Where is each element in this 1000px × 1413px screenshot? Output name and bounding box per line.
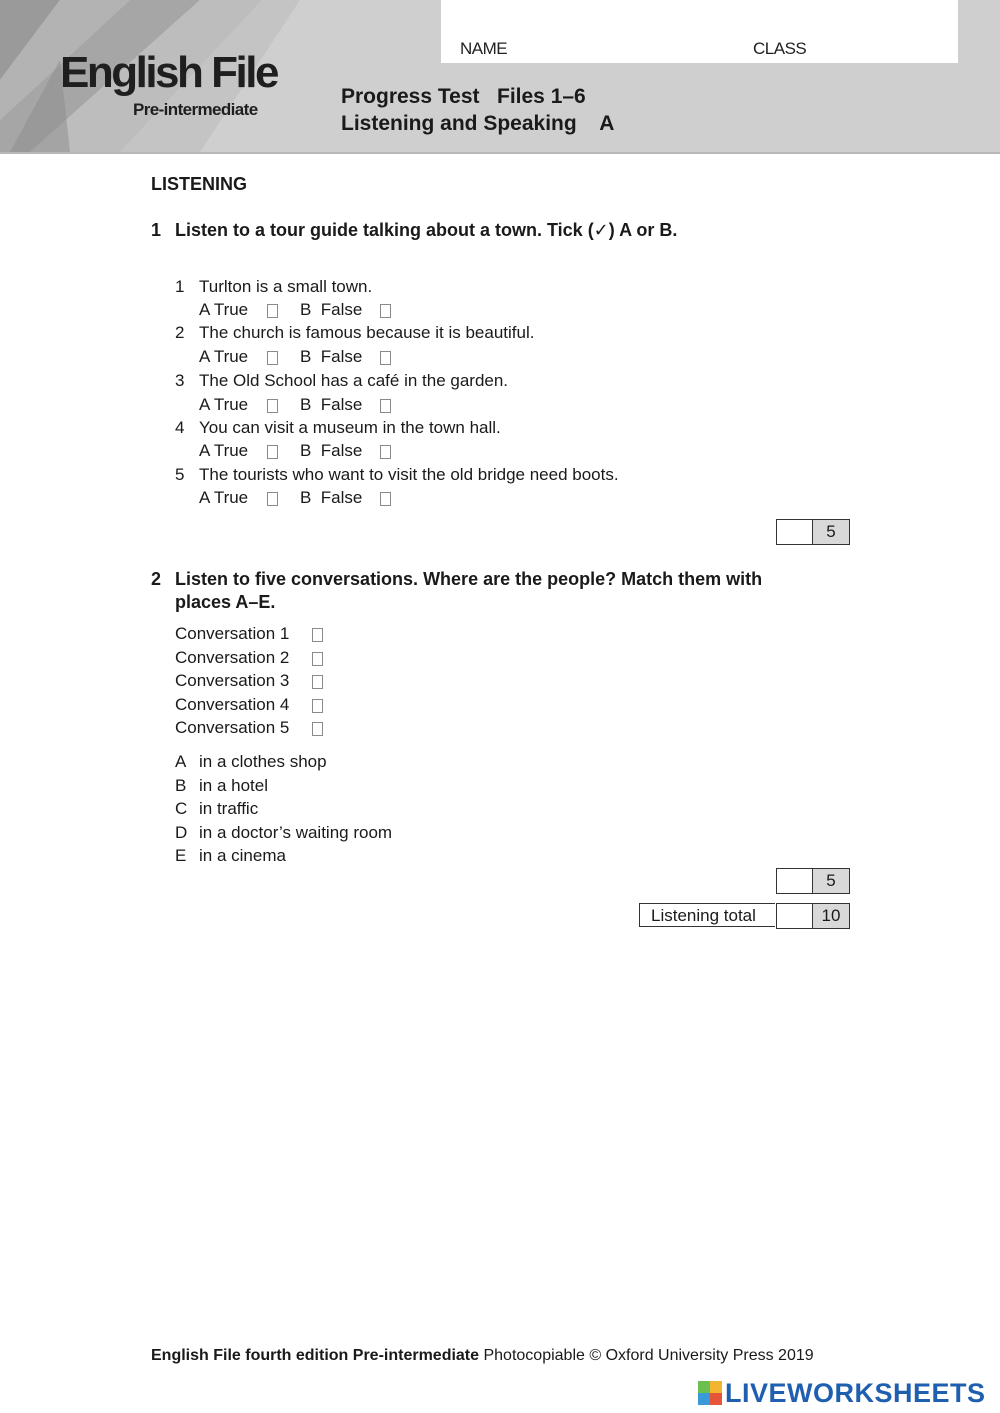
- list-item: [175, 695, 289, 715]
- option-b-label: B False: [300, 441, 363, 460]
- item-text: The tourists who want to visit the old bridge need boots.: [199, 465, 619, 484]
- place-text: in a doctor’s waiting room: [199, 823, 393, 842]
- place-letter: C: [175, 799, 188, 818]
- place-letter: A: [175, 752, 187, 771]
- test-title-line2: Listening and Speaking A: [341, 112, 615, 135]
- footer: [151, 1347, 814, 1365]
- item-text: You can visit a museum in the town hall.: [199, 418, 501, 437]
- listening-total-box: [776, 903, 850, 929]
- place-text: in a cinema: [199, 846, 286, 865]
- listening-total-label: Listening total: [639, 903, 775, 927]
- logo-subtitle: Pre-intermediate: [133, 100, 258, 119]
- list-item: [175, 718, 289, 738]
- option-a-checkbox[interactable]: [267, 351, 278, 365]
- item-number: 3: [175, 371, 185, 390]
- item-number: 4: [175, 418, 185, 437]
- conversation-label: Conversation 2: [175, 648, 290, 667]
- option-a-label: A True: [199, 395, 249, 414]
- score-input[interactable]: [777, 520, 813, 544]
- class-label: CLASS: [753, 39, 807, 58]
- answer-box[interactable]: [312, 628, 323, 642]
- exercise2-text-line1: Listen to five conversations. Where are the people? Match them with: [175, 569, 763, 589]
- list-item: [175, 624, 289, 644]
- test-title-line1: Progress Test Files 1–6: [341, 85, 586, 108]
- option-a-label: A True: [199, 300, 249, 319]
- option-a-label: A True: [199, 488, 249, 507]
- conversation-label: Conversation 3: [175, 671, 290, 690]
- total-score-max: 10: [813, 904, 849, 928]
- footer-bold: English File fourth edition Pre-intermediate: [151, 1347, 480, 1364]
- item-number: 5: [175, 465, 185, 484]
- section-title: LISTENING: [151, 174, 248, 194]
- item-number: 1: [175, 277, 185, 296]
- option-b-checkbox[interactable]: [380, 351, 391, 365]
- place-text: in a clothes shop: [199, 752, 327, 771]
- list-item: [175, 648, 289, 668]
- score-max: 5: [813, 520, 849, 544]
- option-b-label: B False: [300, 488, 363, 507]
- conversation-label: Conversation 1: [175, 624, 290, 643]
- footer-rest: Photocopiable © Oxford University Press 2019: [479, 1347, 814, 1364]
- exercise2-score-box: [776, 868, 850, 894]
- exercise1-instruction: [151, 219, 871, 243]
- logo-title: English File: [60, 48, 277, 97]
- option-a-checkbox[interactable]: [267, 399, 278, 413]
- answer-box[interactable]: [312, 722, 323, 736]
- item-text: Turlton is a small town.: [199, 277, 373, 296]
- option-b-checkbox[interactable]: [380, 445, 391, 459]
- exercise2-number: 2: [151, 569, 162, 589]
- option-a-checkbox[interactable]: [267, 304, 278, 318]
- total-score-input[interactable]: [777, 904, 813, 928]
- conversation-label: Conversation 4: [175, 695, 290, 714]
- exercise1-number: 1: [151, 220, 162, 240]
- answer-box[interactable]: [312, 652, 323, 666]
- option-b-label: B False: [300, 300, 363, 319]
- option-b-checkbox[interactable]: [380, 492, 391, 506]
- option-b-label: B False: [300, 395, 363, 414]
- option-a-checkbox[interactable]: [267, 445, 278, 459]
- exercise1-score-box: [776, 519, 850, 545]
- liveworksheets-logo-icon: [698, 1381, 722, 1405]
- option-b-label: B False: [300, 347, 363, 366]
- answer-box[interactable]: [312, 699, 323, 713]
- liveworksheets-watermark: [698, 1375, 986, 1411]
- place-text: in a hotel: [199, 776, 268, 795]
- place-letter: E: [175, 846, 187, 865]
- name-class-box: [441, 0, 958, 63]
- option-a-checkbox[interactable]: [267, 492, 278, 506]
- score-max: 5: [813, 869, 849, 893]
- list-item: [175, 671, 289, 691]
- place-letter: D: [175, 823, 188, 842]
- page-header: [0, 0, 1000, 154]
- option-a-label: A True: [199, 347, 249, 366]
- exercise2-instruction: [151, 568, 871, 616]
- option-b-checkbox[interactable]: [380, 399, 391, 413]
- option-a-label: A True: [199, 441, 249, 460]
- exercise2-text-line2: places A–E.: [175, 592, 276, 612]
- option-b-checkbox[interactable]: [380, 304, 391, 318]
- liveworksheets-text: LIVEWORKSHEETS: [725, 1377, 986, 1408]
- item-number: 2: [175, 323, 185, 342]
- place-text: in traffic: [199, 799, 259, 818]
- item-text: The church is famous because it is beautiful.: [199, 323, 535, 342]
- score-input[interactable]: [777, 869, 813, 893]
- place-letter: B: [175, 776, 187, 795]
- conversation-label: Conversation 5: [175, 718, 290, 737]
- item-text: The Old School has a café in the garden.: [199, 371, 509, 390]
- answer-box[interactable]: [312, 675, 323, 689]
- exercise1-text: Listen to a tour guide talking about a town. Tick (✓) A or B.: [175, 220, 678, 240]
- name-label: NAME: [460, 39, 508, 58]
